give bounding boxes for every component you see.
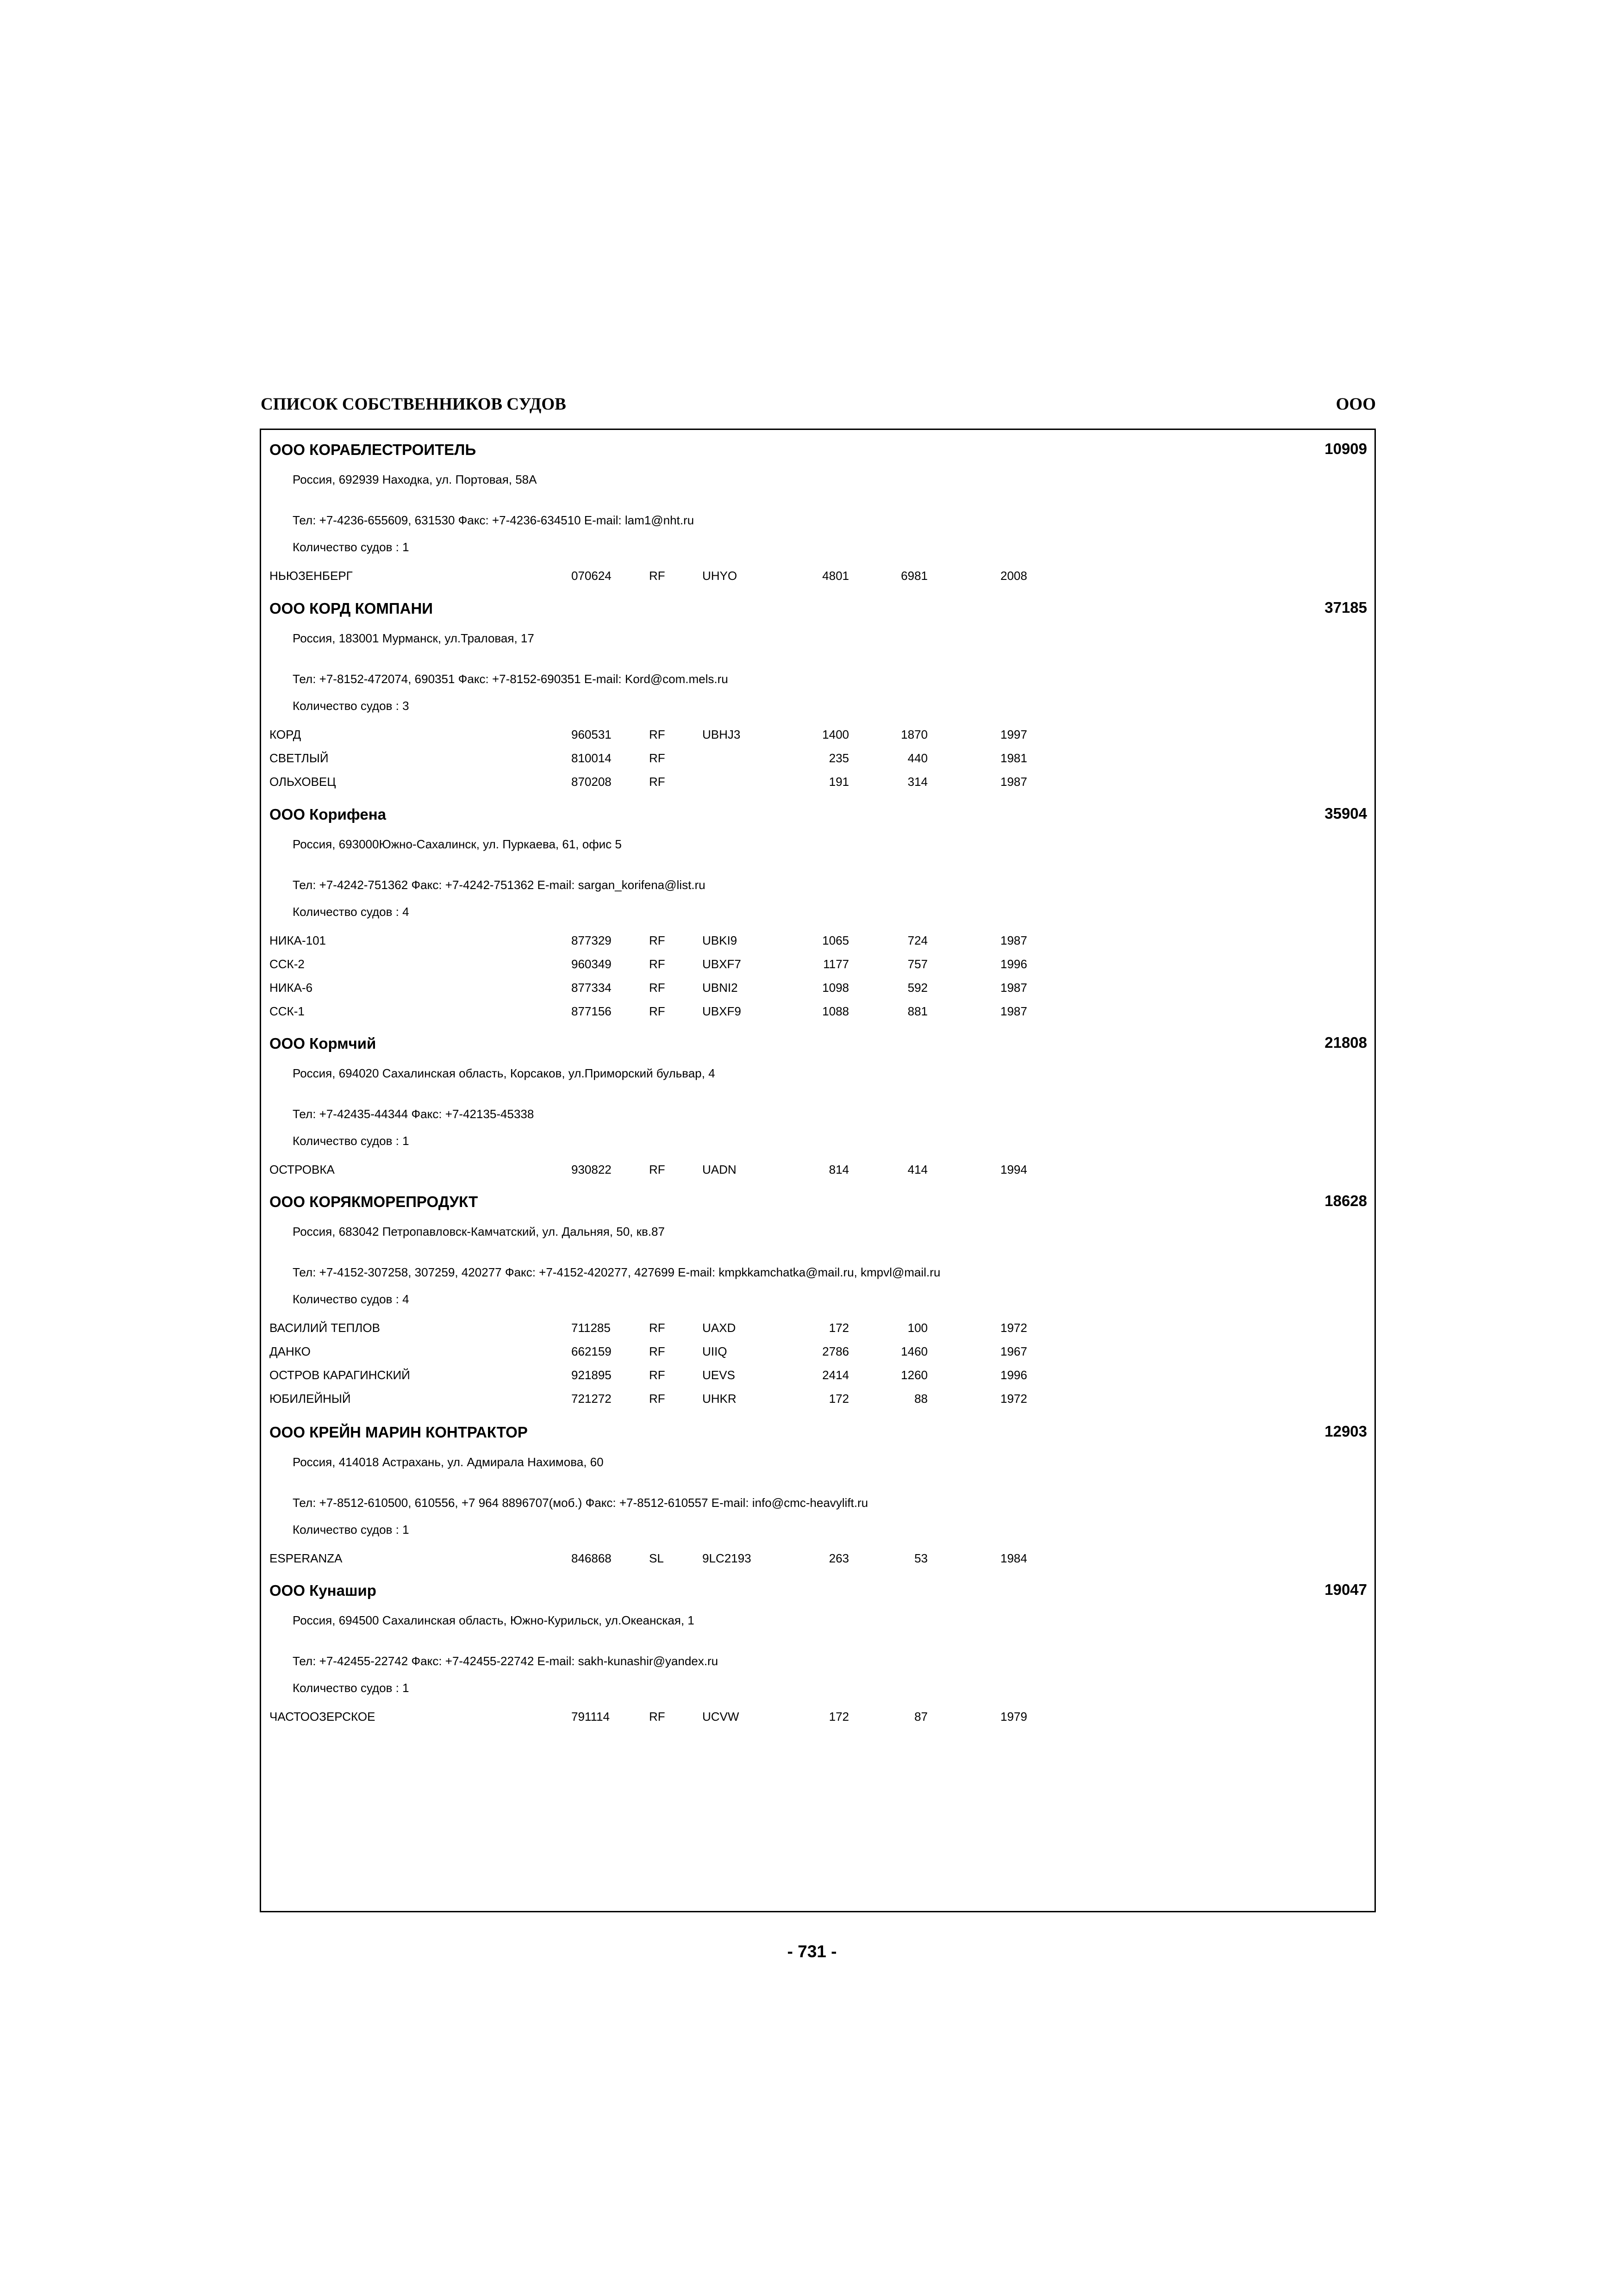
vessel-row <box>261 728 1374 746</box>
owner-name: ООО КРЕЙН МАРИН КОНТРАКТОР <box>269 1424 528 1441</box>
vessel-name: ЮБИЛЕЙНЫЙ <box>269 1392 351 1406</box>
owner-number: 18628 <box>1324 1192 1367 1209</box>
vessel-callsign: UAXD <box>702 1321 736 1335</box>
vessel-dwt: 881 <box>907 1004 928 1018</box>
owner-name: ООО КОРАБЛЕСТРОИТЕЛЬ <box>269 441 476 458</box>
vessel-name: ССК-1 <box>269 1004 305 1018</box>
vessel-flag: RF <box>649 775 665 789</box>
vessel-year: 1996 <box>1000 1368 1027 1382</box>
vessel-gt: 2786 <box>822 1344 849 1358</box>
vessel-name: НИКА-6 <box>269 981 313 995</box>
owner-contacts: Тел: +7-4152-307258, 307259, 420277 Факс: +7-4152-420277, 427699 E-mail: kmpkkamchatka@mail.ru, kmpvl@mail.ru <box>293 1265 941 1279</box>
section-title: СПИСОК СОБСТВЕННИКОВ СУДОВ <box>261 395 566 414</box>
vessel-gt: 2414 <box>822 1368 849 1382</box>
vessel-row <box>261 933 1374 952</box>
page-header <box>261 394 1376 422</box>
owner-name: ООО Корифена <box>269 806 386 823</box>
vessel-gt: 235 <box>829 751 849 765</box>
vessel-name: ESPERANZA <box>269 1551 343 1565</box>
vessel-year: 1996 <box>1000 957 1027 971</box>
vessel-gt: 1098 <box>822 981 849 995</box>
owner-contacts: Тел: +7-8152-472074, 690351 Факс: +7-8152-690351 E-mail: Kord@com.mels.ru <box>293 672 728 686</box>
vessel-gt: 263 <box>829 1551 849 1565</box>
owner-name: ООО КОРЯКМОРЕПРОДУКТ <box>269 1193 478 1210</box>
vessel-gt: 191 <box>829 775 849 789</box>
vessel-callsign: 9LC2193 <box>702 1551 751 1565</box>
owner-address: Россия, 683042 Петропавловск-Камчатский, ул. Дальняя, 50, кв.87 <box>293 1225 665 1238</box>
vessel-callsign: UHKR <box>702 1392 737 1406</box>
vessel-year: 1987 <box>1000 933 1027 947</box>
vessel-gt: 172 <box>829 1710 849 1724</box>
owner-contacts: Тел: +7-42435-44344 Факс: +7-42135-45338 <box>293 1107 534 1121</box>
vessel-gt: 1088 <box>822 1004 849 1018</box>
vessel-year: 1987 <box>1000 775 1027 789</box>
owner-number: 21808 <box>1324 1034 1367 1051</box>
vessel-count: Количество судов : 3 <box>293 699 409 713</box>
vessel-imo: 846868 <box>571 1551 612 1565</box>
vessel-imo: 870208 <box>571 775 612 789</box>
vessel-flag: RF <box>649 1392 665 1406</box>
vessel-row <box>261 1368 1374 1387</box>
vessel-flag: RF <box>649 1004 665 1018</box>
vessel-year: 1994 <box>1000 1163 1027 1176</box>
vessel-row <box>261 1344 1374 1363</box>
owner-name: ООО КОРД КОМПАНИ <box>269 600 433 617</box>
vessel-dwt: 592 <box>907 981 928 995</box>
vessel-row <box>261 569 1374 587</box>
owner-number: 19047 <box>1324 1581 1367 1598</box>
vessel-callsign: UBXF7 <box>702 957 741 971</box>
owner-address: Россия, 694500 Сахалинская область, Южно-Курильск, ул.Океанская, 1 <box>293 1613 694 1627</box>
vessel-dwt: 1460 <box>901 1344 928 1358</box>
owner-contacts: Тел: +7-4242-751362 Факс: +7-4242-751362 E-mail: sargan_korifena@list.ru <box>293 878 706 892</box>
vessel-year: 1987 <box>1000 1004 1027 1018</box>
vessel-imo: 810014 <box>571 751 612 765</box>
vessel-gt: 172 <box>829 1392 849 1406</box>
vessel-name: ССК-2 <box>269 957 305 971</box>
vessel-imo: 711285 <box>571 1321 611 1335</box>
vessel-imo: 921895 <box>571 1368 612 1382</box>
owner-number: 10909 <box>1324 440 1367 457</box>
vessel-name: ДАНКО <box>269 1344 311 1358</box>
vessel-gt: 1177 <box>823 957 849 971</box>
vessel-dwt: 440 <box>907 751 928 765</box>
vessel-imo: 960531 <box>571 728 612 741</box>
vessel-dwt: 53 <box>914 1551 928 1565</box>
vessel-count: Количество судов : 1 <box>293 1134 409 1148</box>
vessel-dwt: 100 <box>907 1321 928 1335</box>
vessel-name: ОСТРОВКА <box>269 1163 335 1176</box>
vessel-row <box>261 1710 1374 1728</box>
vessel-flag: RF <box>649 1163 665 1176</box>
vessel-year: 1967 <box>1000 1344 1027 1358</box>
vessel-dwt: 6981 <box>901 569 928 583</box>
vessel-dwt: 1260 <box>901 1368 928 1382</box>
vessel-row <box>261 957 1374 976</box>
owners-frame <box>260 429 1376 1912</box>
owner-contacts: Тел: +7-42455-22742 Факс: +7-42455-22742 E-mail: sakh-kunashir@yandex.ru <box>293 1654 718 1668</box>
vessel-row <box>261 981 1374 999</box>
vessel-dwt: 88 <box>914 1392 928 1406</box>
vessel-flag: RF <box>649 981 665 995</box>
vessel-gt: 814 <box>829 1163 849 1176</box>
section-letter: ООО <box>1336 395 1376 414</box>
owner-address: Россия, 693000Южно-Сахалинск, ул. Пуркаева, 61, офис 5 <box>293 837 622 851</box>
vessel-row <box>261 775 1374 793</box>
vessel-imo: 721272 <box>571 1392 612 1406</box>
vessel-row <box>261 1551 1374 1570</box>
owner-address: Россия, 183001 Мурманск, ул.Траловая, 17 <box>293 631 534 645</box>
vessel-callsign: UBHJ3 <box>702 728 741 741</box>
vessel-gt: 1065 <box>822 933 849 947</box>
vessel-gt: 4801 <box>822 569 849 583</box>
vessel-year: 1972 <box>1000 1321 1027 1335</box>
vessel-row <box>261 751 1374 770</box>
vessel-flag: RF <box>649 1368 665 1382</box>
page-number: - 731 - <box>787 1942 837 1961</box>
vessel-count: Количество судов : 4 <box>293 905 409 919</box>
vessel-gt: 1400 <box>822 728 849 741</box>
owner-address: Россия, 694020 Сахалинская область, Корсаков, ул.Приморский бульвар, 4 <box>293 1066 715 1080</box>
vessel-count: Количество судов : 1 <box>293 1523 409 1537</box>
vessel-callsign: UHYO <box>702 569 737 583</box>
vessel-flag: RF <box>649 957 665 971</box>
vessel-callsign: UEVS <box>702 1368 735 1382</box>
owner-number: 37185 <box>1324 599 1367 616</box>
vessel-dwt: 314 <box>907 775 928 789</box>
vessel-flag: RF <box>649 751 665 765</box>
vessel-imo: 877329 <box>571 933 612 947</box>
vessel-imo: 930822 <box>571 1163 612 1176</box>
vessel-gt: 172 <box>829 1321 849 1335</box>
vessel-name: ЧАСТООЗЕРСКОЕ <box>269 1710 375 1724</box>
vessel-year: 1987 <box>1000 981 1027 995</box>
vessel-name: ОСТРОВ КАРАГИНСКИЙ <box>269 1368 410 1382</box>
vessel-name: НИКА-101 <box>269 933 326 947</box>
vessel-year: 1984 <box>1000 1551 1027 1565</box>
vessel-year: 1979 <box>1000 1710 1027 1724</box>
vessel-callsign: UBXF9 <box>702 1004 741 1018</box>
vessel-row <box>261 1321 1374 1339</box>
vessel-callsign: UCVW <box>702 1710 739 1724</box>
vessel-year: 1972 <box>1000 1392 1027 1406</box>
vessel-count: Количество судов : 1 <box>293 540 409 554</box>
vessel-year: 1997 <box>1000 728 1027 741</box>
vessel-imo: 791114 <box>571 1710 610 1724</box>
vessel-row <box>261 1392 1374 1410</box>
vessel-callsign: UBKI9 <box>702 933 737 947</box>
vessel-flag: SL <box>649 1551 664 1565</box>
vessel-flag: RF <box>649 1321 665 1335</box>
vessel-imo: 960349 <box>571 957 612 971</box>
vessel-flag: RF <box>649 1344 665 1358</box>
owner-number: 12903 <box>1324 1423 1367 1440</box>
vessel-name: ВАСИЛИЙ ТЕПЛОВ <box>269 1321 380 1335</box>
vessel-name: СВЕТЛЫЙ <box>269 751 329 765</box>
vessel-name: НЬЮЗЕНБЕРГ <box>269 569 353 583</box>
owner-number: 35904 <box>1324 805 1367 822</box>
owner-name: ООО Кормчий <box>269 1035 376 1052</box>
vessel-callsign: UBNI2 <box>702 981 738 995</box>
vessel-flag: RF <box>649 569 665 583</box>
vessel-count: Количество судов : 1 <box>293 1681 409 1695</box>
owner-address: Россия, 692939 Находка, ул. Портовая, 58А <box>293 473 537 486</box>
owner-contacts: Тел: +7-8512-610500, 610556, +7 964 8896707(моб.) Факс: +7-8512-610557 E-mail: info@cmc-heavylift.ru <box>293 1496 868 1510</box>
vessel-imo: 877156 <box>571 1004 612 1018</box>
vessel-name: КОРД <box>269 728 301 741</box>
vessel-flag: RF <box>649 1710 665 1724</box>
vessel-year: 1981 <box>1000 751 1027 765</box>
vessel-count: Количество судов : 4 <box>293 1292 409 1306</box>
owner-name: ООО Кунашир <box>269 1582 376 1599</box>
vessel-dwt: 724 <box>907 933 928 947</box>
vessel-dwt: 757 <box>907 957 928 971</box>
vessel-row <box>261 1163 1374 1181</box>
vessel-row <box>261 1004 1374 1023</box>
vessel-imo: 662159 <box>571 1344 612 1358</box>
vessel-flag: RF <box>649 728 665 741</box>
vessel-dwt: 414 <box>907 1163 928 1176</box>
vessel-callsign: UADN <box>702 1163 737 1176</box>
vessel-flag: RF <box>649 933 665 947</box>
vessel-dwt: 87 <box>914 1710 928 1724</box>
vessel-name: ОЛЬХОВЕЦ <box>269 775 336 789</box>
vessel-imo: 070624 <box>571 569 612 583</box>
owner-address: Россия, 414018 Астрахань, ул. Адмирала Нахимова, 60 <box>293 1455 604 1469</box>
vessel-imo: 877334 <box>571 981 612 995</box>
vessel-year: 2008 <box>1000 569 1027 583</box>
vessel-callsign: UIIQ <box>702 1344 727 1358</box>
owner-contacts: Тел: +7-4236-655609, 631530 Факс: +7-4236-634510 E-mail: lam1@nht.ru <box>293 513 694 527</box>
vessel-dwt: 1870 <box>901 728 928 741</box>
